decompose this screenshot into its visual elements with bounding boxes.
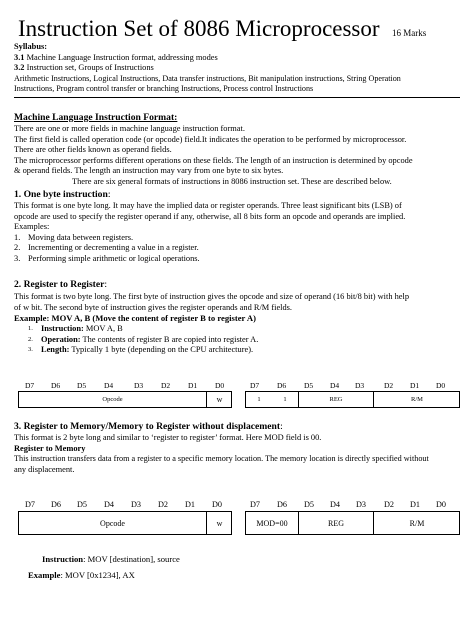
rm-field: R/M <box>409 518 425 528</box>
mod-bit-6: 1 <box>283 396 287 403</box>
opcode-field: Opcode <box>102 396 123 403</box>
w-bit-field: w <box>216 395 223 404</box>
format3-byte2-box <box>245 511 460 535</box>
list-item: 3. Performing simple arithmetic or logical operations. <box>14 253 200 263</box>
marks-label: 16 Marks <box>392 28 427 38</box>
reg-field: REG <box>328 518 344 528</box>
instruction-line: Instruction: MOV [destination], source <box>42 554 180 564</box>
reg-to-reg-example-list <box>28 324 458 356</box>
list-item: 1. Moving data between registers. <box>14 232 134 242</box>
section-divider <box>14 97 460 98</box>
mlif-heading: Machine Language Instruction Format: <box>14 112 178 123</box>
rm-field: R/M <box>411 396 423 403</box>
format3-byte1-box <box>18 511 232 535</box>
mlif-body: There are one or more fields in machine language instruction format. The first field is called operation code (or opcode) field.It indicates the operation to be performed by microprocessor. There are other fields known as operand fields. The microprocessor performs different operations on these fields. The length of an instruction is determined by opcode & operand fields. The length an instruction may vary from one byte to six bytes. There are six general formats of instructions in 8086 instruction set. These are described below. <box>14 124 413 186</box>
one-byte-body: This format is one byte long. It may have the implied data or register operands. Three least significant bits (LSB) of opcode are used to specify the register operand if any, otherwise, all 8 bits form an opcode and operands are implied. Examples: 1. Moving data between registers. 2. Incrementing or decrementing a value in a register. 3. Performing simple arithmetic or logical operations. <box>14 201 462 265</box>
w-bit-field: w <box>216 518 223 528</box>
syllabus-item-3-2: 3.2 Instruction set, Groups of Instructions <box>14 63 154 73</box>
reg-to-reg-body: This format is two byte long. The first byte of instruction gives the opcode and size of operand (16 bit/8 bit) with help of w bit. The second byte of instruction gives the register operands and R/M fields. Example: MOV A, B (Move the content of register B to register A) <box>14 292 410 324</box>
syllabus-groups-line1: Arithmetic Instructions, Logical Instructions, Data transfer instructions, Bit manipulation instructions, String Operation <box>14 73 401 83</box>
list-item: 3. Length: Typically 1 byte (depending on the CPU architecture). <box>28 345 254 355</box>
syllabus-item-3-1: 3.1 Machine Language Instruction format, addressing modes <box>14 52 218 62</box>
mod-bit-7: 1 <box>257 396 261 403</box>
one-byte-heading: 1. One byte instruction: <box>14 189 111 200</box>
page-title: Instruction Set of 8086 Microprocessor <box>18 16 380 41</box>
reg-to-reg-heading: 2. Register to Register: <box>14 279 108 290</box>
example-line: Example: MOV [0x1234], AX <box>28 570 135 580</box>
reg-to-mem-heading: 3. Register to Memory/Memory to Register without displacement: <box>14 421 283 432</box>
list-item: 1. Instruction: MOV A, B <box>28 324 123 333</box>
reg-field: REG <box>329 396 343 403</box>
list-item: 2. Operation: The contents of register B are copied into register A. <box>28 334 259 344</box>
mod-field: MOD=00 <box>256 518 288 528</box>
bit-labels-row-2: D7 D6 D5 D4 D3 D2 D1 D0 D7 D6 D5 D4 D3 D2 D1 D0 <box>25 500 447 509</box>
reg-to-mem-body: This format is 2 byte long and similar to ‘register to register’ format. Here MOD field is 00. Register to Memory This instruction transfers data from a register to a specific memory location. The memory location is directly specified without any displacement. <box>14 433 429 474</box>
syllabus-groups-line2: Instructions, Program control transfer or branching Instructions, Process control Instructions <box>14 84 314 94</box>
list-item: 2. Incrementing or decrementing a value in a register. <box>14 243 199 253</box>
bit-labels-row-1: D7 D6 D5 D4 D3 D2 D1 D0 D7 D6 D5 D4 D3 D2 D1 D0 <box>25 381 446 390</box>
syllabus-label: Syllabus: <box>14 42 48 51</box>
format2-byte2-box <box>245 391 460 408</box>
syllabus-section <box>14 42 464 95</box>
format2-byte1-box <box>18 391 232 408</box>
one-byte-examples-list <box>14 233 462 265</box>
opcode-field: Opcode <box>100 518 125 528</box>
